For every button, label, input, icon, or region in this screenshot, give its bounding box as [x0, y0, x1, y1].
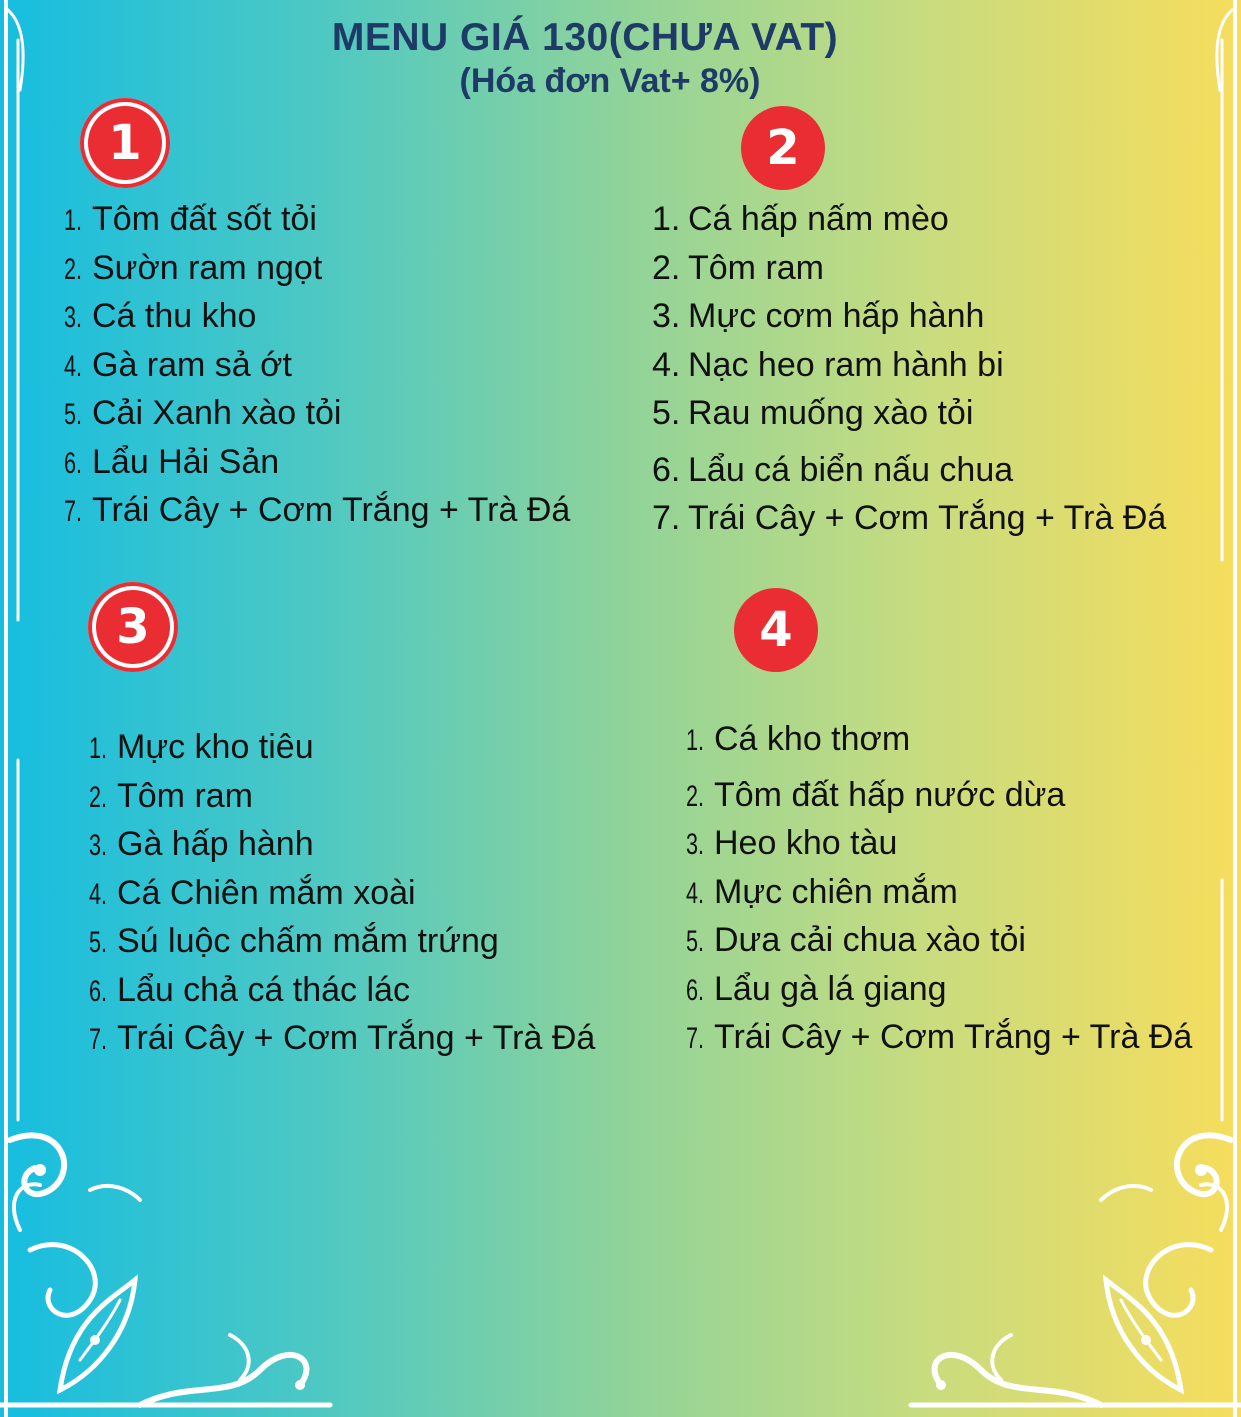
list-item: 2. Tôm ram — [652, 249, 824, 287]
list-item: 6. Lẩu chả cá thác lác — [89, 971, 410, 1009]
menu-badge-1: 1 — [80, 98, 170, 188]
list-item: 1. Cá hấp nấm mèo — [652, 200, 949, 238]
list-item: 2. Tôm ram — [89, 777, 253, 815]
menu-list-2 — [652, 200, 1192, 550]
menu-badge-3: 3 — [88, 582, 178, 672]
menu-badge-4: 4 — [734, 588, 818, 672]
page-title: MENU GIÁ 130(CHƯA VAT) — [331, 16, 839, 59]
list-item: 1. Tôm đất sốt tỏi — [64, 200, 317, 238]
list-item: 1. Cá kho thơm — [686, 720, 911, 758]
menu-badge-2: 2 — [741, 106, 825, 190]
list-item: 6. Lẩu Hải Sản — [64, 443, 280, 481]
list-item: 5. Sú luộc chấm mắm trứng — [89, 922, 499, 960]
list-item: 7. Trái Cây + Cơm Trắng + Trà Đá — [89, 1019, 596, 1057]
menu-list-4 — [686, 720, 1226, 1070]
list-item: 4. Nạc heo ram hành bi — [652, 346, 1004, 384]
list-item: 5. Dưa cải chua xào tỏi — [686, 921, 1026, 959]
list-item: 7. Trái Cây + Cơm Trắng + Trà Đá — [686, 1018, 1193, 1056]
list-item: 1. Mực kho tiêu — [89, 728, 314, 766]
list-item: 7. Trái Cây + Cơm Trắng + Trà Đá — [64, 491, 571, 529]
list-item: 6. Lẩu gà lá giang — [686, 970, 947, 1008]
menu-list-1 — [64, 200, 604, 550]
page-subtitle: (Hóa đơn Vat+ 8%) — [459, 62, 761, 100]
list-item: 2. Tôm đất hấp nước dừa — [686, 776, 1066, 814]
list-item: 4. Mực chiên mắm — [686, 873, 958, 911]
list-item: 7. Trái Cây + Cơm Trắng + Trà Đá — [652, 499, 1167, 537]
list-item: 3. Gà hấp hành — [89, 825, 314, 863]
list-item: 5. Rau muống xào tỏi — [652, 394, 974, 432]
list-item: 4. Cá Chiên mắm xoài — [89, 874, 416, 912]
list-item: 3. Heo kho tàu — [686, 824, 898, 862]
list-item: 5. Cải Xanh xào tỏi — [64, 394, 342, 432]
list-item: 3. Cá thu kho — [64, 297, 257, 335]
list-item: 2. Sườn ram ngọt — [64, 249, 323, 287]
list-item: 3. Mực cơm hấp hành — [652, 297, 985, 335]
list-item: 6. Lẩu cá biển nấu chua — [652, 451, 1014, 489]
menu-list-3 — [89, 728, 629, 1078]
list-item: 4. Gà ram sả ớt — [64, 346, 292, 384]
